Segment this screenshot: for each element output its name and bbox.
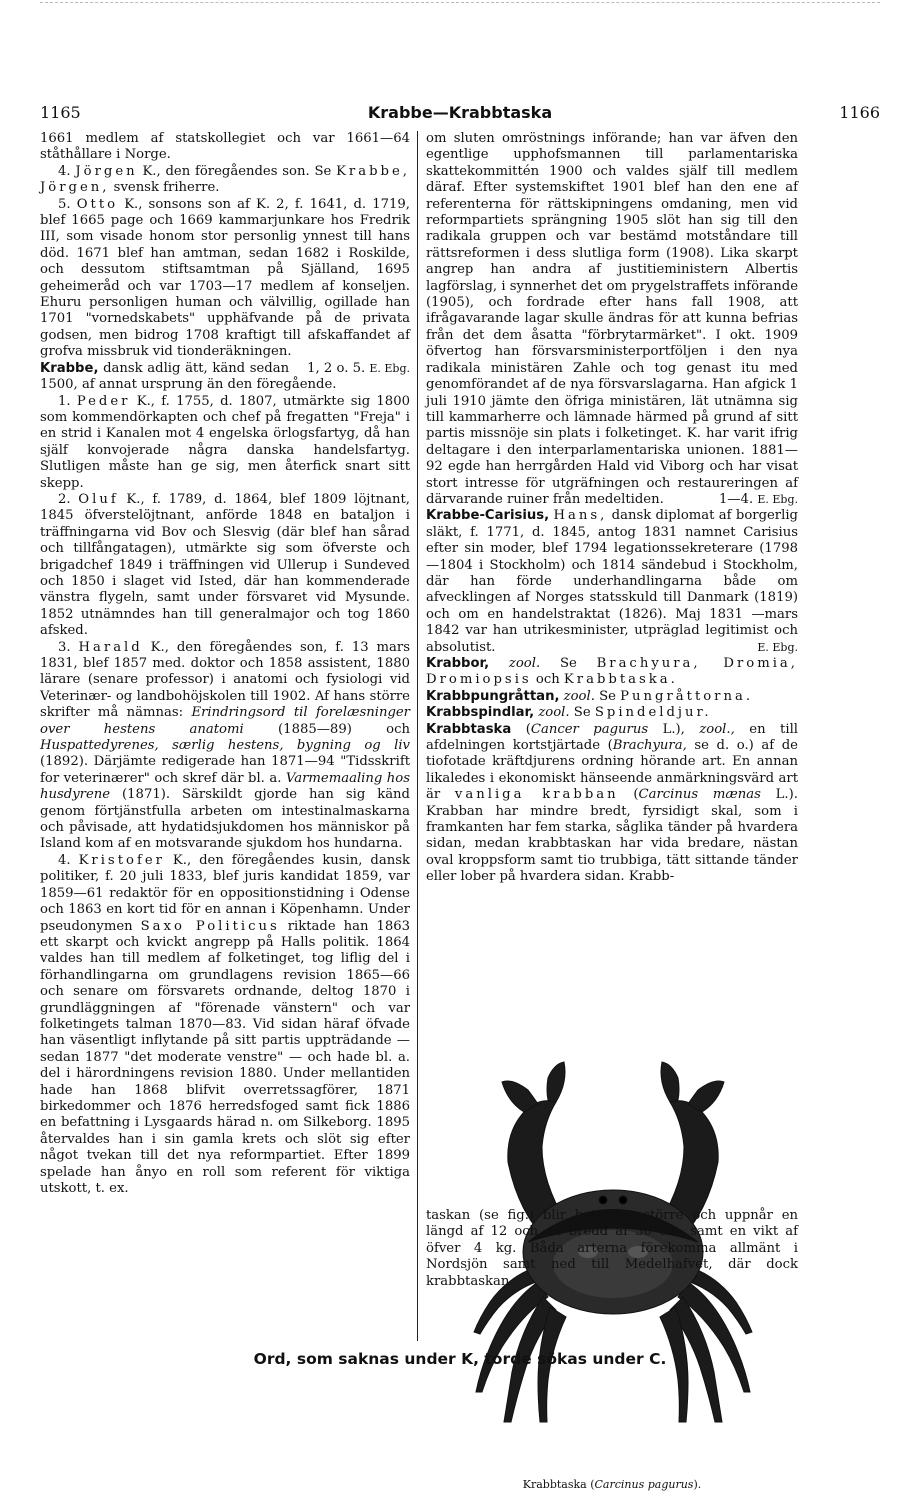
page-header <box>40 103 880 127</box>
top-rule <box>40 2 880 3</box>
entry-harald: 3. Harald K., den föregåendes son, f. 13 mars 1831, blef 1857 med. doktor och 1858 assistent, 1880 lärare (senare professor) i anatomi och fysiologi vid Veterinær- og landbohöjskolen till 1902. Af hans större skrifter må nämnas: Erindringsord til forelæsninger over hestens anatomi (1885—89) och Huspattedyrenes, særlig hestens, bygning og liv (1892). Därjämte redigerade han 1871—94 "Tidsskrift for veterinærer" och skref där bl. a. Varmemaaling hos husdyrene (1871). Särskildt gjorde han sig känd genom förtjänstfulla arbeten om intestinalmaskarna och påvisade, att hydatidsjukdomen hos människor på Island kom af en motsvarande sjukdom hos hundarna. <box>40 639 411 852</box>
column-divider <box>417 131 418 1341</box>
right-column <box>426 131 798 886</box>
paragraph-continued: 1661 medlem af statskollegiet och var 1661—64 ståthållare i Norge. <box>40 131 410 163</box>
entry-oluf: 2. Oluf K., f. 1789, d. 1864, blef 1809 löjtnant, 1845 öfverstelöjtnant, anförde 1848 en bataljon i träffningarna vid Bov och Slesvig (där blef han sårad och tillfångatagen), utmärkte sig som öfverste och brigadchef 1849 i träffningen vid Ullerup i Sundeved och 1850 i slaget vid Isted, där han kommenderade vänstra flygeln, samt under försvaret vid Mysunde. 1852 utnämndes han till generalmajor och tog 1860 afsked. <box>40 491 410 639</box>
entry-krabbpungrattan: Krabbpungråttan, zool. Se Pungråttorna. <box>426 688 754 704</box>
headword: Krabbor, <box>426 656 490 671</box>
entry-peder: 1. Peder K., f. 1755, d. 1807, utmärkte sig 1800 som kommendörkapten och chef på fregatten "Freja" i en strid i Kanalen mot 4 engelska örlogsfartyg, då han själf konvojerade några danska handelsfartyg. Slutligen måste han ge sig, men återfick snart sitt skepp. <box>40 393 410 491</box>
page-footer-note: Ord, som saknas under K, torde sökas under C. <box>253 1350 667 1368</box>
entry-otto: 5. Otto K., sonsons son af K. 2, f. 1641, d. 1719, blef 1665 page och 1669 kammarjunkare hos Fredrik III, som visade honom stor personlig ynnest till hans död. 1671 blef han amtman, sedan 1682 i Roskilde, och dessutom stiftsamtman på Själland, 1695 geheimeråd och var 1703—17 medlem af konseljen. Ehuru personligen human och välvillig, ogillade han 1701 "vornedskabets" upphäfvande på de privata godsen, men bidrog 1708 kraftigt till afskaffandet af grofva missbruk vid tionderäkningen. 1, 2 o. 5. E. Ebg. <box>40 196 410 376</box>
entry-kristofer: 4. Kristofer K., den föregåendes kusin, dansk politiker, f. 20 juli 1833, blef juris kandidat 1859, var 1859—61 redaktör för en oppositionstidning i Odense och 1863 en kort tid för en annan i Köpenhamn. Under pseudonymen Saxo Politicus riktade han 1863 ett skarpt och kvickt angrepp på Halls politik. 1864 valdes han till medlem af folketinget, tog liflig del i förhandlingarna om grundlagens revision 1865—66 och senare om försvarets ordnande, deltog 1870 i grundläggningen af "förenade vänstern" och var folketingets talman 1870—83. Vid sidan häraf öfvade han väsentligt inflytande på sitt partis uppträdande — sedan 1877 "det moderate venstre" — och hade bl. a. del i härordningens revision 1880. Under mellantiden hade han 1868 blifvit overretssagförer, 1871 birkedommer och 1876 herredsfoged samt fick 1886 en befattning i Lysgaards härad n. om Silkeborg. 1895 återvaldes han i sin gamla krets och slöt sig efter något tvekan till det nya reformpartiet. Efter 1899 spelade han ånyo en roll som referent för viktiga utskott, t. ex. <box>40 852 411 1196</box>
paragraph-continued-right: om sluten omröstnings införande; han var äfven den egentlige upphofsmannen till parlamentariska skattekommittén 1900 och valdes själf till medlem däraf. Efter systemskiftet 1901 blef han den ene af referenterna för rättskipningens omdaning, men vid reformpartiets sprängning 1905 slöt han sig till den radikala gruppen och var bestämd motståndare till rättsreformen i dess slutliga form (1908). Lika skarpt angrep han andra af justitieministern Albertis lagförslag, i synnerhet det om prygelstraffets införande (1905), och fordrade efter hans fall 1908, att ifrågavarande lagar skulle ändras för att kunna befrias från det dem åsatta "förbrytarmärket". I okt. 1909 öfvertog han försvarsministerportföljen i den nya radikala ministären Zahle och tog genast itu med genomförandet af de nya försvarslagarna. Han afgick 1 juli 1910 jämte den öfriga ministären, lät utnämna sig till kammarherre och lämnade härmed på grund af sitt partis missnöje sin plats i folketinget. K. har varit ifrig deltagare i den interparlamentariska unionen. 1881—92 egde han herrgården Hald vid Viborg och har visat stort intresse för utgräfningen och restaureringen af därvarande ruiner från medeltiden. 1—4. E. Ebg. <box>426 131 798 507</box>
entry-jorgen: 4. Jörgen K., den föregåendes son. Se Krabbe, Jörgen, svensk friherre. <box>40 163 410 196</box>
paragraph-tail: taskan (se fig.) blir betydligt större och uppnår en längd af 12 och en bredd af 30 cm. samt en vikt af öfver 4 kg. Båda arterna förekomma allmänt i Nordsjön samt ned till Medelhafvet, där dock krabbtaskan <box>426 1208 798 1289</box>
entry-krabbe: Krabbe, dansk adlig ätt, känd sedan 1500, af annat ursprung än den föregående. <box>40 360 337 393</box>
headword: Krabbpungråttan, <box>426 688 560 704</box>
left-column <box>40 131 410 1197</box>
entry-krabbor: Krabbor, zool. Se Brachyura, Dromia, Dromiopsis och Krabbtaska. <box>426 656 798 688</box>
running-title: Krabbe—Krabbtaska <box>367 103 553 122</box>
headword: Krabbe, <box>40 360 99 376</box>
entry-krabbtaska: Krabbtaska (Cancer pagurus L.), zool., en till afdelningen kortstjärtade (Brachyura, se d. o.) af de tiofotade kräftdjurens ordning hörande art. En annan likaledes i ekonomiskt hänseende anmärkningsvärd art är vanliga krabban (Carcinus mænas L.). Krabban har mindre bredt, fyrsidigt skal, som i framkanten har fem starka, såglika tänder på hvardera sidan, medan krabbtaskan har vida bredare, nästan oval kroppsform samt tio trubbiga, tätt sittande tänder eller lober på hvardera sidan. Krabb- <box>426 721 799 885</box>
headword: Krabbspindlar, <box>426 705 535 721</box>
page-number-right: 1166 <box>839 103 880 122</box>
figure-caption: Krabbtaska (Carcinus pagurus). <box>522 1478 702 1491</box>
entry-krabbe-carisius: Krabbe-Carisius, Hans, dansk diplomat af borgerlig släkt, f. 1771, d. 1845, antog 1831 namnet Carisius efter sin moder, blef 1794 legationssekreterare (1798—1804 i Stockholm) och 1814 sändebud i Stockholm, där han förde underhandlingarna både om afvecklingen af Norges statsskuld till Danmark (1819) och om en handelstraktat (1826). Maj 1831 —mars 1842 var han utrikesminister, utpräglad legitimist och absolutist. E. Ebg. <box>426 508 798 655</box>
entry-krabbspindlar: Krabbspindlar, zool. Se Spindeldjur. <box>426 705 712 721</box>
page-number-left: 1165 <box>40 103 81 122</box>
headword: Krabbtaska <box>426 721 512 737</box>
right-column-tail <box>426 1208 798 1290</box>
headword: Krabbe-Carisius, <box>426 508 550 524</box>
